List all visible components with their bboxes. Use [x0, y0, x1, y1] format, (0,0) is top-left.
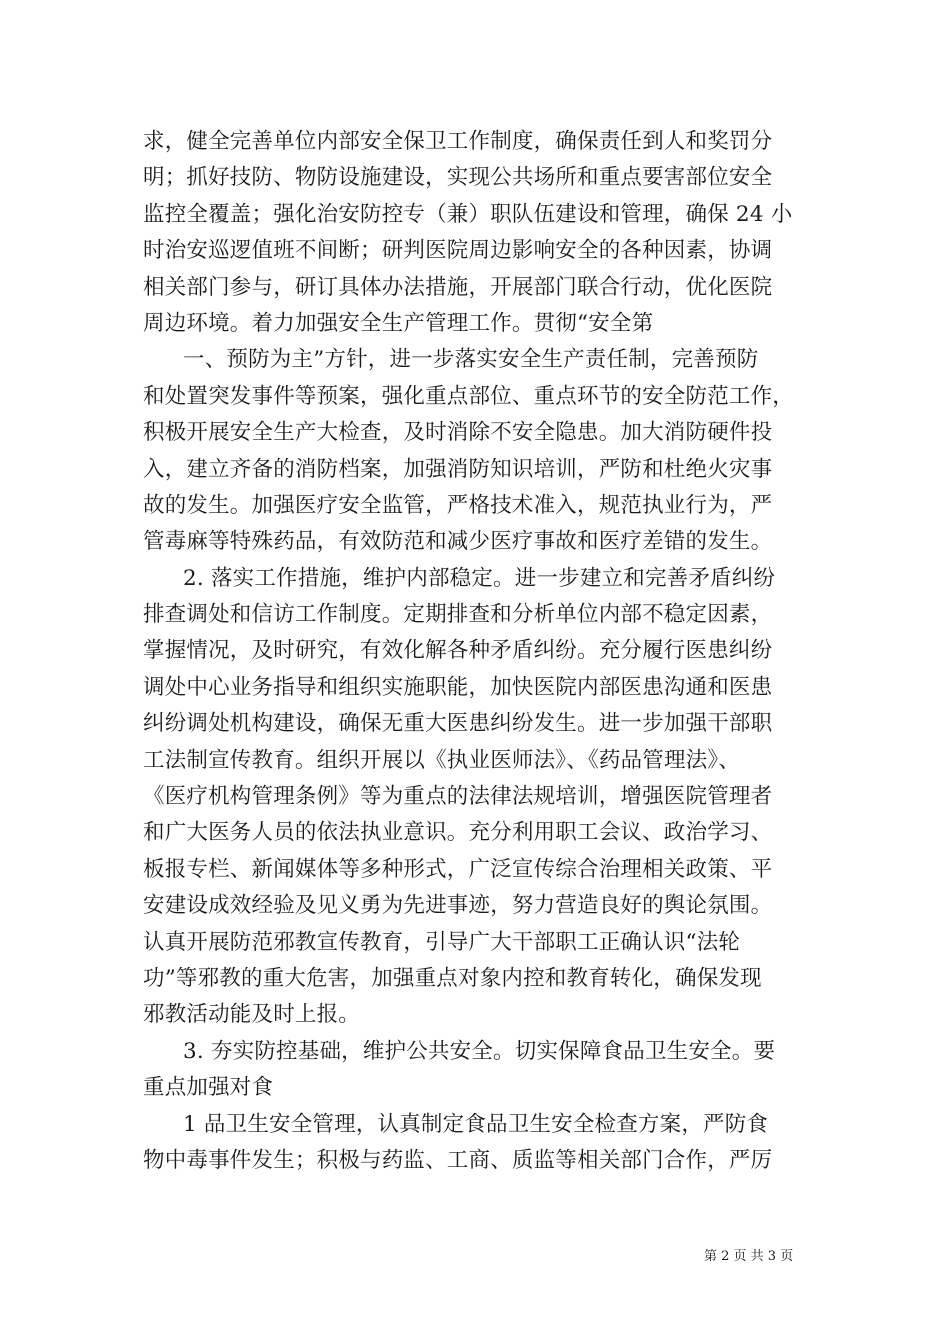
- text-line: 调处中心业务指导和组织实施职能，加快医院内部医患沟通和医患: [143, 674, 773, 700]
- text-line: 管毒麻等特殊药品，有效防范和减少医疗事故和医疗差错的发生。: [143, 529, 773, 555]
- text-line: 入，建立齐备的消防档案，加强消防知识培训，严防和杜绝火灾事: [143, 456, 773, 482]
- text-line: 邪教活动能及时上报。: [143, 1002, 361, 1028]
- text-line: 和处置突发事件等预案，强化重点部位、重点环节的安全防范工作，: [143, 383, 795, 409]
- text-line: 求，健全完善单位内部安全保卫工作制度，确保责任到人和奖罚分: [143, 129, 773, 154]
- text-line: 认真开展防范邪教宣传教育，引导广大干部职工正确认识“法轮: [143, 929, 741, 955]
- text-line: 排查调处和信访工作制度。定期排查和分析单位内部不稳定因素，: [143, 602, 773, 628]
- text-line: 故的发生。加强医疗安全监管，严格技术准入，规范执业行为，严: [143, 492, 773, 518]
- text-line: 工法制宣传教育。组织开展以《执业医师法》、《药品管理法》、: [143, 747, 741, 773]
- text-line: 物中毒事件发生；积极与药监、工商、质监等相关部门合作，严厉: [143, 1147, 773, 1173]
- text-line: 重点加强对食: [143, 1075, 274, 1101]
- text-line: 安建设成效经验及见义勇为先进事迹，努力营造良好的舆论氛围。: [143, 893, 773, 919]
- text-line: 纠纷调处机构建设，确保无重大医患纠纷发生。进一步加强干部职: [143, 711, 773, 737]
- text-line: 积极开展安全生产大检查，及时消除不安全隐患。加大消防硬件投: [143, 420, 773, 446]
- text-line: 和广大医务人员的依法执业意识。充分利用职工会议、政治学习、: [143, 820, 773, 846]
- text-line: 明；抓好技防、物防设施建设，实现公共场所和重点要害部位安全: [143, 165, 773, 191]
- document-body: [143, 124, 807, 1179]
- text-line: 2. 落实工作措施，维护内部稳定。进一步建立和完善矛盾纠纷: [183, 565, 776, 591]
- text-line: 3. 夯实防控基础，维护公共安全。切实保障食品卫生安全。要: [183, 1038, 776, 1064]
- text-line: 周边环境。着力加强安全生产管理工作。贯彻“安全第: [143, 310, 654, 336]
- text-line: 一、预防为主”方针，进一步落实安全生产责任制，完善预防: [183, 347, 759, 373]
- text-line: 监控全覆盖；强化治安防控专（兼）职队伍建设和管理，确保 24 小: [143, 201, 793, 227]
- text-line: 《医疗机构管理条例》等为重点的法律法规培训，增强医院管理者: [143, 784, 773, 810]
- text-line: 1 品卫生安全管理，认真制定食品卫生安全检查方案，严防食: [183, 1111, 769, 1137]
- text-line: 功”等邪教的重大危害，加强重点对象内控和教育转化，确保发现: [143, 965, 762, 991]
- text-line: 时治安巡逻值班不间断；研判医院周边影响安全的各种因素，协调: [143, 238, 773, 264]
- page-number: 第 2 页 共 3 页: [704, 1249, 794, 1264]
- text-line: 掌握情况，及时研究，有效化解各种矛盾纠纷。充分履行医患纠纷: [143, 638, 773, 664]
- text-line: 板报专栏、新闻媒体等多种形式，广泛宣传综合治理相关政策、平: [143, 856, 773, 882]
- text-line: 相关部门参与，研订具体办法措施，开展部门联合行动，优化医院: [143, 274, 773, 300]
